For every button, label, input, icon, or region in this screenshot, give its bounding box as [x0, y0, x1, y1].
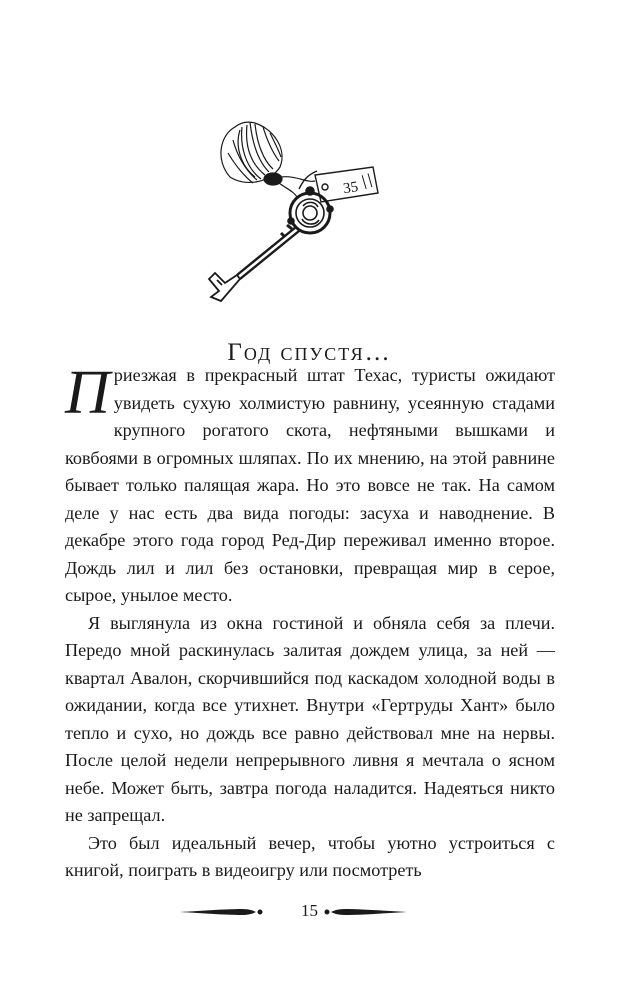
key-tag-number: 35 — [342, 179, 360, 198]
page-number: 15 — [301, 901, 318, 920]
key-illustration — [195, 105, 415, 305]
paragraph-1-text: риезжая в прекрасный штат Техас, туристы ожидают увидеть сухую холмистую равнину, усеянную стадами крупного рогатого скота, нефтяными вышками и ковбоями в огромных шляпах. По их мнению, на этой равнине бывает только палящая жара. Но это вовсе не так. На самом деле у нас есть два вида погоды: засуха и наводнение. В декабре этого года город Ред-Дир переживал именно второе. Дождь лил и лил без остановки, превращая мир в серое, сырое, унылое место. — [65, 365, 555, 605]
body-text — [65, 359, 555, 885]
antique-key-icon — [195, 105, 415, 305]
paragraph-1 — [65, 359, 555, 610]
page-footer — [0, 898, 619, 928]
drop-cap: П — [65, 359, 110, 427]
ornament-right-icon — [322, 906, 407, 918]
paragraph-3: Это был идеальный вечер, чтобы уютно устроиться с книгой, поиграть в видеоигру или посмотреть — [65, 832, 555, 880]
chapter-title: Год спустя… — [227, 338, 392, 366]
paragraph-2: Я выглянула из окна гостиной и обняла себя за плечи. Передо мной раскинулась залитая дождем улица, за ней — квартал Авалон, скорчившийся под каскадом холодной воды в ожидании, когда все утихнет. Внутри «Гертруды Хант» было тепло и сухо, но дождь все равно действовал мне на нервы. После целой недели непрерывного ливня я мечтала о ясном небе. Может быть, завтра погода наладится. Надеяться никто не запрещал. — [65, 612, 555, 825]
